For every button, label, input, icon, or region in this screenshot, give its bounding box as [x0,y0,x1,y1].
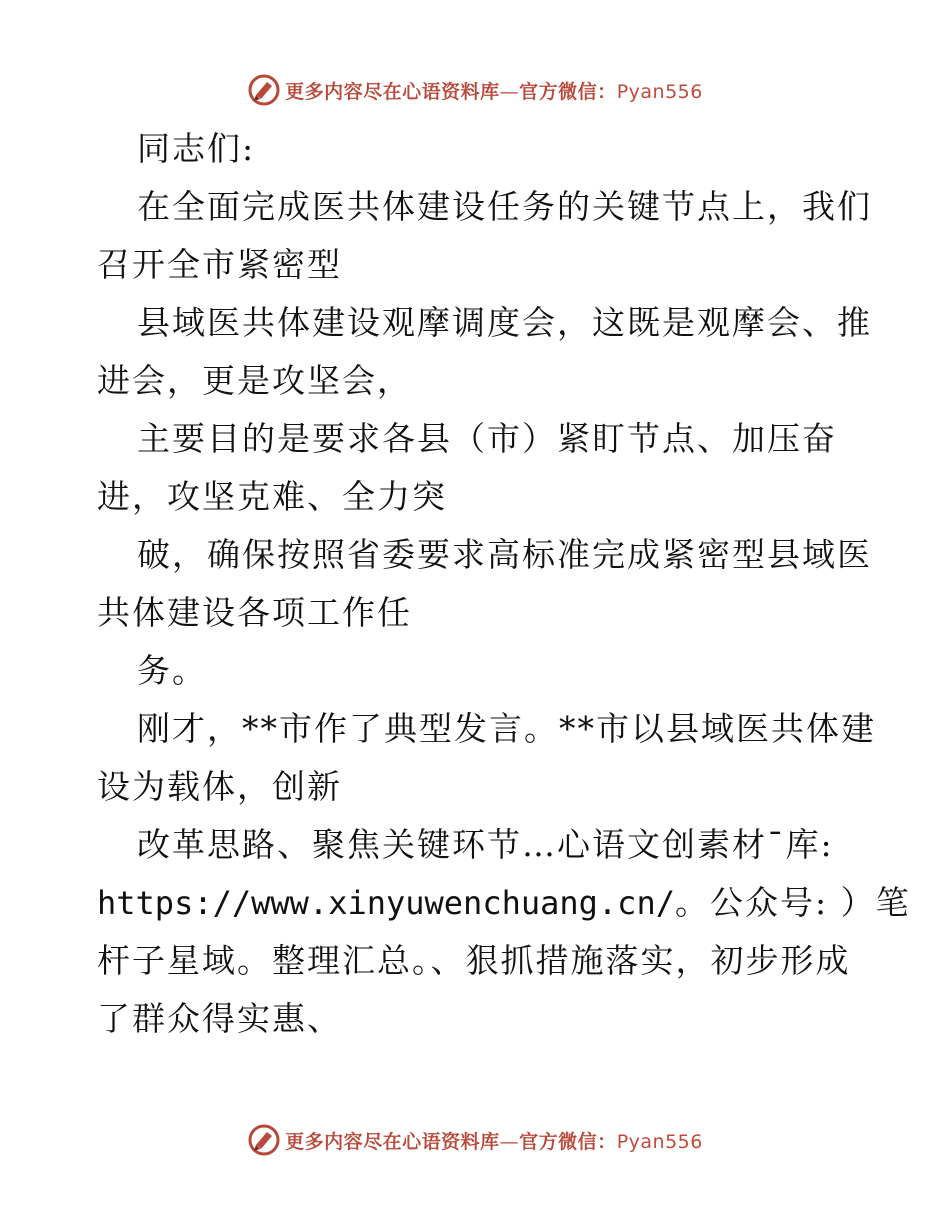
text-line: 召开全市紧密型 [97,245,342,284]
text-line: 刚才，**市作了典型发言。**市以县域医共体建 [137,709,876,748]
text-line-url [97,874,911,932]
header-text: 更多内容尽在心语资料库—官方微信：Pyan556 [285,80,703,103]
text-line: 共体建设各项工作任 [97,593,412,632]
text-line: 设为载体，创新 [97,767,342,806]
text-line: 破，确保按照省委要求高标准完成紧密型县域医 [137,535,872,574]
document-body [97,120,911,1048]
text-line: 主要目的是要求各县（市）紧盯节点、加压奋 [137,419,837,458]
text-line: 了群众得实惠、 [97,999,342,1038]
text-line: 改革思路、聚焦关键环节…心语文创素材¯库: [137,825,834,864]
footer-text: 更多内容尽在心语资料库—官方微信：Pyan556 [285,1130,703,1153]
footer-watermark [0,1120,950,1160]
pen-seal-icon [247,1123,281,1157]
text-line: 进，攻坚克难、全力突 [97,477,447,516]
text-line: 同志们: [137,129,256,168]
header-watermark [0,70,950,110]
pen-seal-icon [247,73,281,107]
url-text: https://www.xinyuwenchuang.cn/ [97,884,675,922]
text-line: 杆子星域。整理汇总。、狠抓措施落实，初步形成 [97,941,851,980]
text-line: 进会，更是攻坚会， [97,361,412,400]
text-line: 务。 [137,651,207,690]
text-line: 在全面完成医共体建设任务的关键节点上，我们 [137,187,872,226]
text-fragment: 。公众号: ）笔 [674,883,911,922]
text-line: 县域医共体建设观摩调度会，这既是观摩会、推 [137,303,872,342]
